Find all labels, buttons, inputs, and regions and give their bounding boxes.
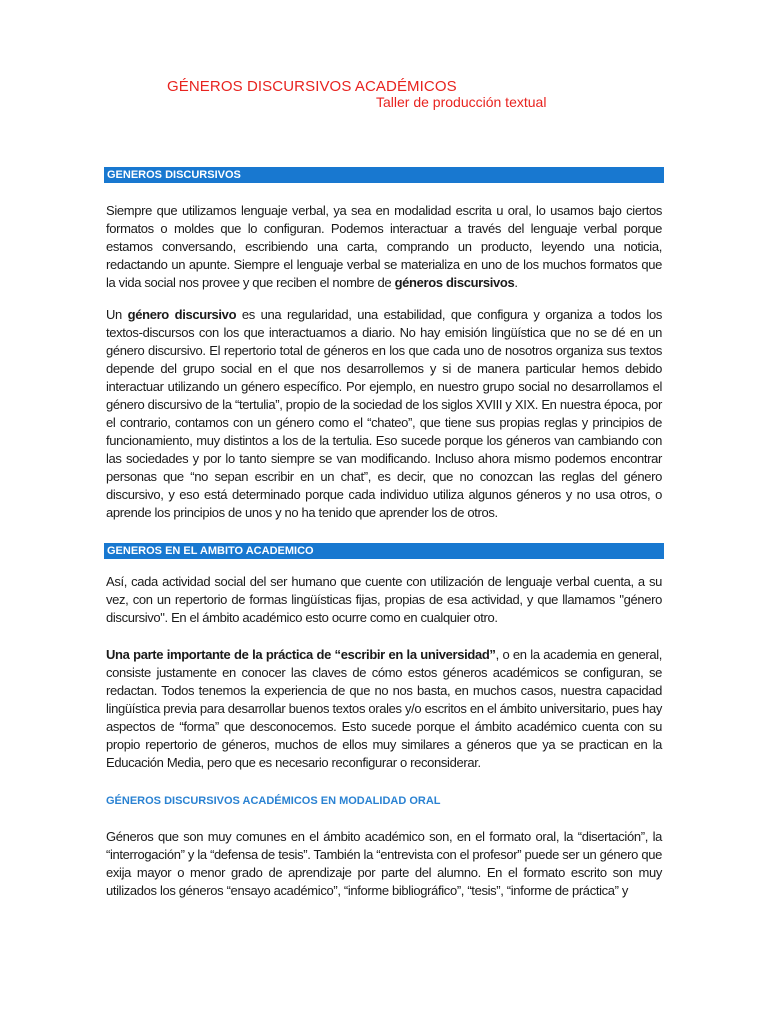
- paragraph-4-tail: , o en la academia en general, consiste justamente en conocer las claves de cómo estos géneros académicos se configuran, se redactan. Todos tenemos la experiencia de que no nos basta, en muchos casos, nuestra capacidad lingüística previa para desarrollar buenos textos orales y/o escritos en el ámbito universitario, pues hay aspectos de “forma” que desconocemos. Esto sucede porque el ámbito académico cuenta con su propio repertorio de géneros, muchos de ellos muy similares a géneros que ya se practican en la Educación Media, pero que es necesario reconfigurar o reconsiderar.: [106, 647, 663, 770]
- section-heading-ambito-academico: GENEROS EN EL AMBITO ACADEMICO: [104, 543, 664, 559]
- document-title: GÉNEROS DISCURSIVOS ACADÉMICOS: [167, 78, 457, 95]
- paragraph-5-text: Géneros que son muy comunes en el ámbito académico son, en el formato oral, la “disertación”, la “interrogación” y la “defensa de tesis”. También la “entrevista con el profesor” puede ser un género que exija mayor o menor grado de aprendizaje por parte del alumno. En el formato escrito son muy utilizados los géneros “ensayo académico”, “informe bibliográfico”, “tesis”, “informe de práctica” y: [106, 829, 662, 898]
- paragraph-4-bold: Una parte importante de la práctica de “escribir en la universidad”: [106, 647, 496, 662]
- paragraph-2-bold: género discursivo: [127, 307, 237, 322]
- section-heading-modalidad-oral: GÉNEROS DISCURSIVOS ACADÉMICOS EN MODALIDAD ORAL: [106, 795, 441, 807]
- document-subtitle: Taller de producción textual: [376, 94, 547, 110]
- paragraph-3-text: Así, cada actividad social del ser humano que cuente con utilización de lenguaje verbal cuenta, a su vez, con un repertorio de formas lingüísticas fijas, propias de esa actividad, y que llamamos "género discursivo". En el ámbito académico esto ocurre como en cualquier otro.: [106, 574, 662, 625]
- paragraph-3: [106, 573, 662, 627]
- section-heading-generos-discursivos: GENEROS DISCURSIVOS: [104, 167, 664, 183]
- paragraph-1: [106, 202, 662, 292]
- paragraph-1-text: Siempre que utilizamos lenguaje verbal, ya sea en modalidad escrita u oral, lo usamos bajo ciertos formatos o moldes que lo configuran. Podemos interactuar a través del lenguaje verbal porque estamos conversando, escribiendo una carta, comprando un producto, leyendo una noticia, redactando un apunte. Siempre el lenguaje verbal se materializa en uno de los muchos formatos que la vida social nos provee y que reciben el nombre de: [106, 203, 662, 290]
- paragraph-4: [106, 646, 662, 772]
- paragraph-1-bold: géneros discursivos: [394, 275, 515, 290]
- paragraph-1-tail: .: [514, 275, 518, 290]
- paragraph-2: [106, 306, 662, 522]
- paragraph-2-text: Un: [106, 307, 128, 322]
- paragraph-5: [106, 828, 662, 900]
- paragraph-2-tail: es una regularidad, una estabilidad, que configura y organiza a todos los textos-discursos con los que interactuamos a diario. No hay emisión lingüística que no se dé en un género discursivo. El repertorio total de géneros en los que cada uno de nosotros organiza sus textos depende del grupo social en el que nos desarrollemos y si de manera particular hemos debido interactuar utilizando un género específico. Por ejemplo, en nuestro grupo social no desarrollamos el género discursivo de la “tertulia”, propio de la sociedad de los siglos XVIII y XIX. En nuestra época, por el contrario, contamos con un género como el “chateo”, que tiene sus propias reglas y principios de funcionamiento, muy distintos a los de la tertulia. Eso sucede porque los géneros van cambiando con las sociedades y por lo tanto siempre se van modificando. Incluso ahora mismo podemos encontrar personas que “no sepan escribir en un chat”, es decir, que no conozcan las reglas del género discursivo, y eso está determinado porque cada individuo utiliza algunos géneros y no usa otros, o aprende los principios de unos y no ha tenido que aprender los de otros.: [106, 307, 662, 520]
